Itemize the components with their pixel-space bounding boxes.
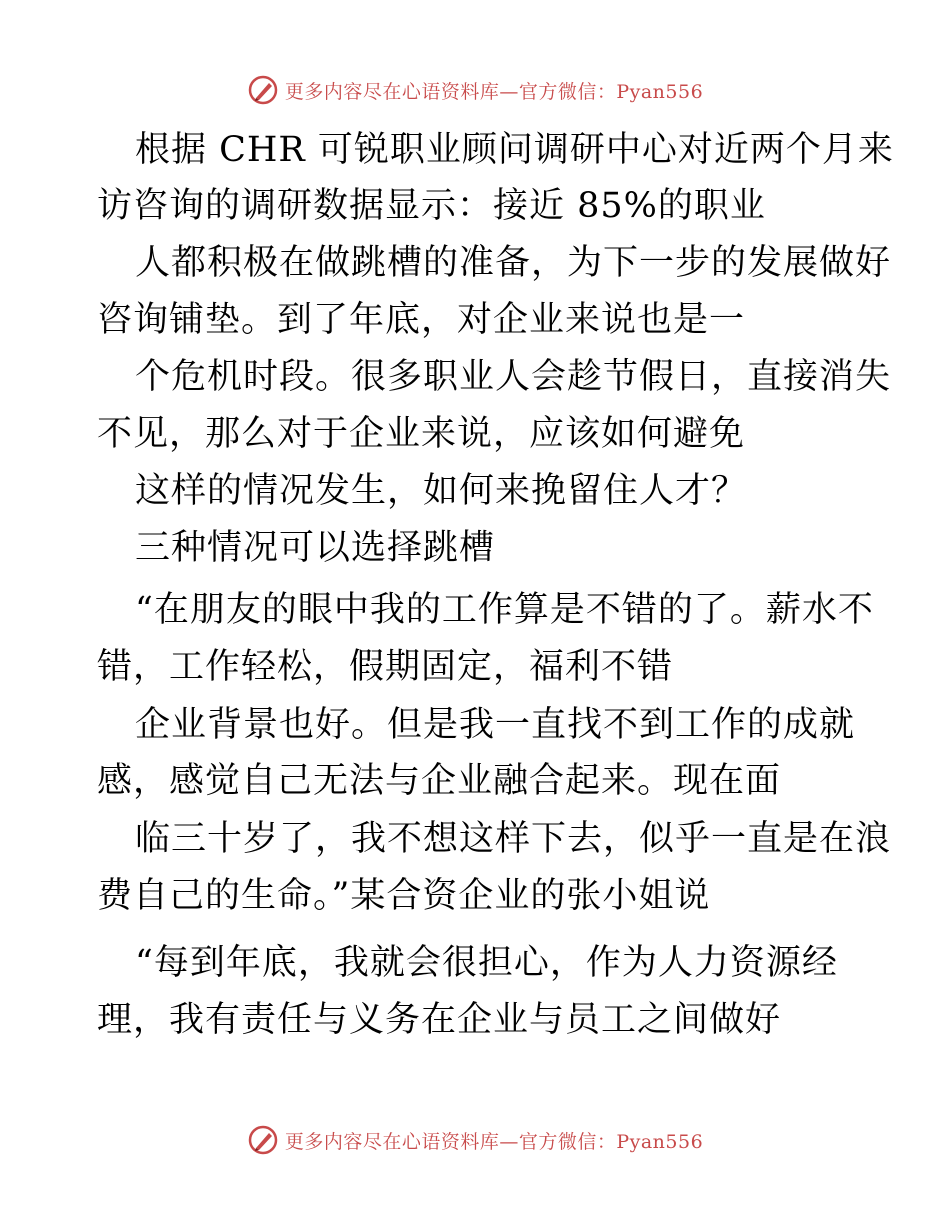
body-line: 人都积极在做跳槽的准备，为下一步的发展做好	[135, 243, 892, 283]
body-line: 费自己的生命。”某合资企业的张小姐说	[97, 876, 711, 916]
pen-logo-icon	[247, 1124, 279, 1156]
body-line: “每到年底，我就会很担心，作为人力资源经	[135, 943, 838, 983]
body-line: 临三十岁了，我不想这样下去，似乎一直是在浪	[135, 819, 892, 859]
body-line: 感，感觉自己无法与企业融合起来。现在面	[97, 761, 782, 801]
body-line: 这样的情况发生，如何来挽留住人才？	[135, 471, 748, 511]
body-line: 访咨询的调研数据显示：接近 85%的职业	[97, 186, 766, 226]
body-line: 三种情况可以选择跳槽	[135, 528, 496, 568]
body-line: “在朋友的眼中我的工作算是不错的了。薪水不	[135, 590, 874, 630]
header-banner-text: 更多内容尽在心语资料库—官方微信：Pyan556	[284, 80, 704, 103]
footer-banner	[0, 1120, 950, 1160]
body-line: 企业背景也好。但是我一直找不到工作的成就	[135, 705, 856, 745]
body-line: 个危机时段。很多职业人会趁节假日，直接消失	[135, 357, 892, 397]
body-line: 理，我有责任与义务在企业与员工之间做好	[97, 1000, 782, 1040]
body-line: 不见，那么对于企业来说，应该如何避免	[97, 414, 746, 454]
body-line: 错，工作轻松，假期固定，福利不错	[97, 647, 674, 687]
body-line: 根据 CHR 可锐职业顾问调研中心对近两个月来	[135, 130, 894, 170]
footer-banner-text: 更多内容尽在心语资料库—官方微信：Pyan556	[284, 1130, 704, 1153]
body-line: 咨询铺垫。到了年底，对企业来说也是一	[97, 300, 746, 340]
